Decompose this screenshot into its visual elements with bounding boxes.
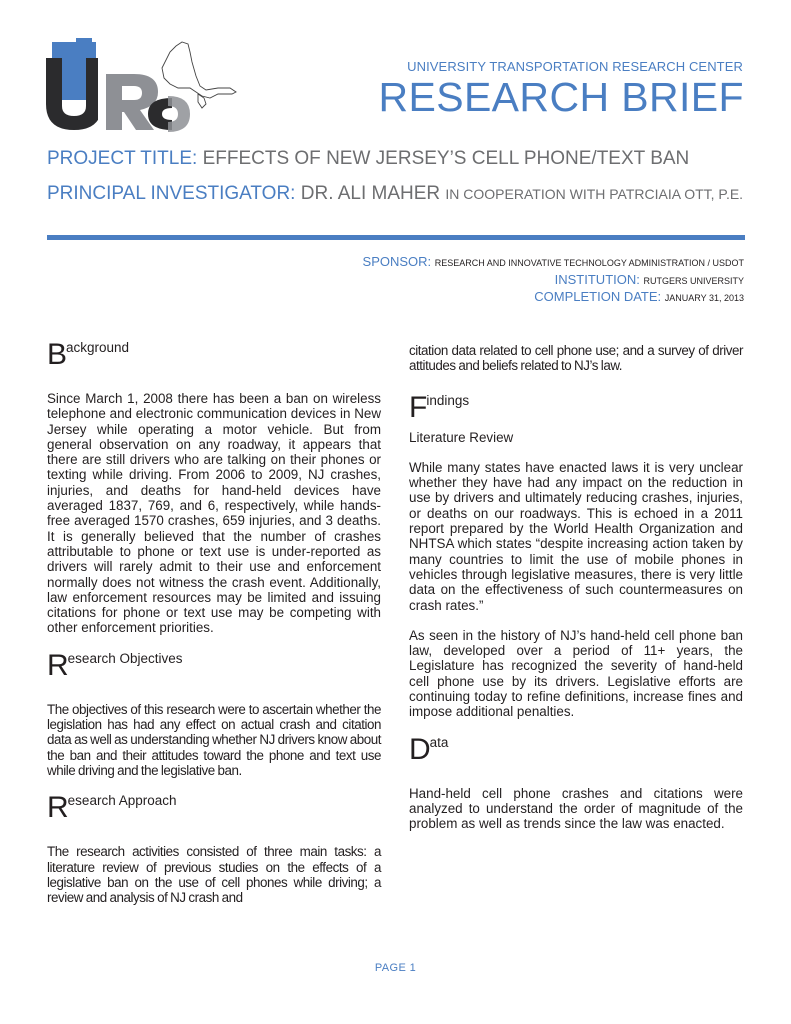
sponsor-label: SPONSOR: bbox=[362, 254, 432, 269]
document-type-title: RESEARCH BRIEF bbox=[378, 74, 744, 120]
organization-name: UNIVERSITY TRANSPORTATION RESEARCH CENTER bbox=[407, 59, 743, 74]
completion-date-line bbox=[534, 289, 744, 306]
header-divider bbox=[47, 235, 745, 240]
data-heading: Data bbox=[409, 732, 449, 766]
sponsor-value: RESEARCH AND INNOVATIVE TECHNOLOGY ADMINISTRATION / USDOT bbox=[434, 258, 744, 268]
institution-label: INSTITUTION: bbox=[554, 272, 640, 287]
literature-review-subheading: Literature Review bbox=[409, 429, 514, 445]
pi-label: PRINCIPAL INVESTIGATOR: bbox=[47, 183, 296, 204]
objectives-body: The objectives of this research were to ascertain whether the legislation has had any effect on actual crash and citation data as well as understanding whether NJ drivers know about the ban and their attitudes toward the phone and text use while driving and the legislative ban. bbox=[47, 701, 381, 778]
project-title-label: PROJECT TITLE: bbox=[47, 148, 198, 169]
background-body: Since March 1, 2008 there has been a ban on wireless telephone and electronic communication devices in New Jersey while operating a motor vehicle. But from general observation on any roadway, it appears that there are still drivers who are talking on their phones or texting while driving. From 2006 to 2009, NJ crashes, injuries, and deaths for hand-held devices have averaged 1837, 769, and 6, respectively, while hands-free averaged 1570 crashes, 659 injuries, and 3 deaths. It is generally believed that the number of crashes attributable to phone or text use is under-reported as drivers will rarely admit to their use and enforcement normally does not witness the crash event. Additionally, law enforcement resources may be limited and issuing citations for phone or text use may be competing with other enforcement priorities. bbox=[47, 391, 381, 636]
principal-investigator bbox=[47, 183, 752, 205]
approach-body-continued: citation data related to cell phone use; and a survey of driver attitudes and beliefs related to NJ’s law. bbox=[409, 343, 743, 374]
completion-label: COMPLETION DATE: bbox=[534, 289, 662, 304]
utrc-logo bbox=[40, 38, 245, 134]
completion-value: JANUARY 31, 2013 bbox=[664, 293, 744, 303]
left-column bbox=[47, 339, 381, 905]
objectives-heading: Research Objectives bbox=[47, 648, 183, 682]
institution-line bbox=[555, 272, 744, 289]
approach-heading: Research Approach bbox=[47, 791, 177, 825]
right-column bbox=[409, 343, 743, 832]
project-title bbox=[47, 148, 689, 170]
data-body: Hand-held cell phone crashes and citations were analyzed to understand the order of magnitude of the problem as well as trends since the law was enacted. bbox=[409, 785, 743, 832]
findings-heading: Findings bbox=[409, 390, 470, 424]
project-title-value: EFFECTS OF NEW JERSEY’S CELL PHONE/TEXT BAN bbox=[202, 148, 690, 169]
sponsor-line bbox=[363, 254, 744, 271]
pi-cooperation-note: IN COOPERATION WITH PATRCIAIA OTT, P.E. bbox=[445, 186, 744, 202]
pi-name: DR. ALI MAHER bbox=[300, 183, 441, 204]
page-number: PAGE 1 bbox=[374, 962, 417, 974]
findings-paragraph-2: As seen in the history of NJ’s hand-held cell phone ban law, developed over a period of 11+ years, the Legislature has recognized the severity of hand-held cell phone use by its drivers. Legislative efforts are continuing today to refine definitions, increase fines and impose additional penalties. bbox=[409, 627, 743, 720]
institution-value: RUTGERS UNIVERSITY bbox=[643, 276, 744, 286]
background-heading: Background bbox=[47, 338, 130, 371]
approach-body: The research activities consisted of three main tasks: a literature review of previous studies on the effects of a legislative ban on the use of cell phones while driving; a review and analysis of NJ crash and bbox=[47, 844, 381, 906]
findings-paragraph-1: While many states have enacted laws it is very unclear whether they have had any impact on the reduction in use by drivers and ultimately reducing crashes, injuries, or deaths on our roadways. This is echoed in a 2011 report prepared by the World Health Organization and NHTSA which states “despite increasing action taken by many countries to limit the use of mobile phones in vehicles through legislative measures, there is very little data on the effectiveness of such countermeasures on crash rates.” bbox=[409, 459, 743, 613]
